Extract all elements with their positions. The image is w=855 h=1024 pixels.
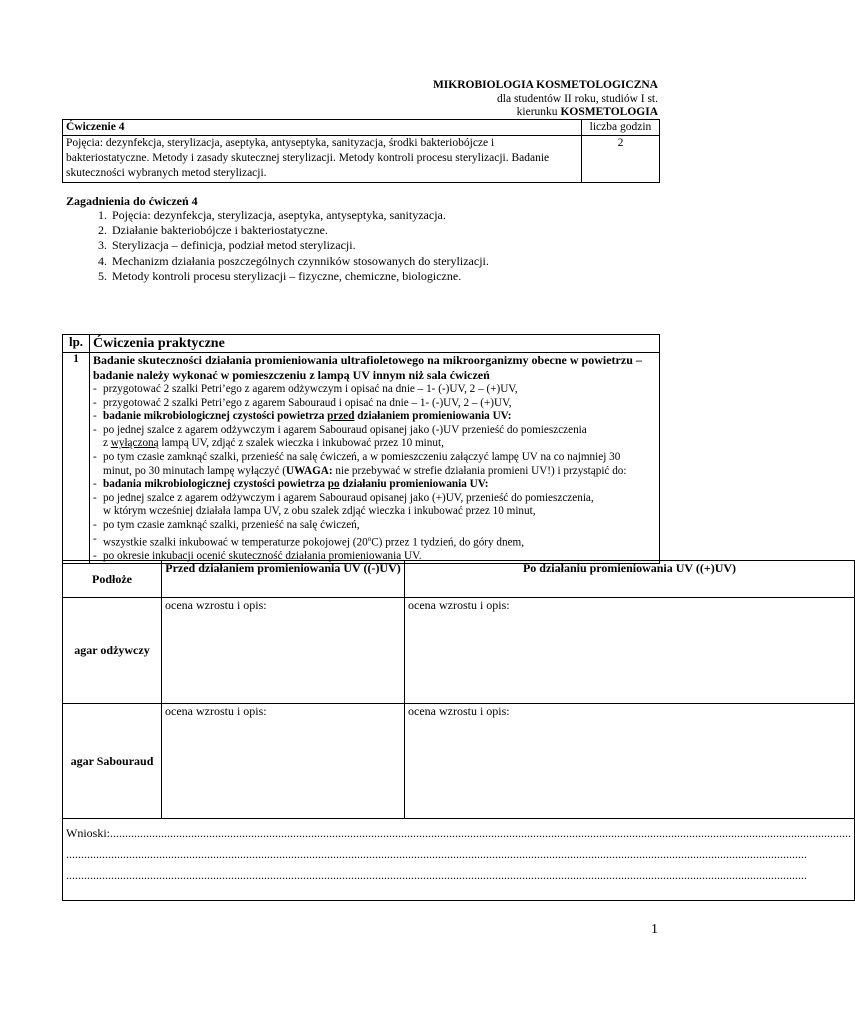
list-item: - badanie mikrobiologicznej czystości powietrza przed działaniem promieniowania UV: xyxy=(93,410,656,424)
topics-title: Zagadnienia do ćwiczeń 4 xyxy=(66,194,198,208)
task-description xyxy=(90,353,660,564)
observation-before: ocena wzrostu i opis: xyxy=(162,704,405,819)
conclusions-line: ....................................................................................................................................................................................................................................................... xyxy=(66,868,807,882)
practical-header: Ćwiczenia praktyczne xyxy=(90,335,660,353)
task-number: 1 xyxy=(63,353,90,564)
list-item: - po okresie inkubacji ocenić skuteczność działania promieniowania UV. xyxy=(93,550,656,564)
list-item: - przygotować 2 szalki Petri’ego z agarem odżywczym i opisać na dnie – 1- (-)UV, 2 – (+)UV, xyxy=(93,383,656,397)
course-audience: dla studentów II roku, studiów I st. xyxy=(497,93,658,105)
topics-list xyxy=(66,208,710,284)
col-before-header: Przed działaniem promieniowania UV ((-)UV) xyxy=(162,561,405,598)
list-item: 4. Mechanizm działania poszczególnych czynników stosowanych do sterylizacji. xyxy=(110,254,710,269)
page-number: 1 xyxy=(651,922,658,937)
exercise-title: Ćwiczenie 4 xyxy=(63,120,582,136)
col-after-header: Po działaniu promieniowania UV ((+)UV) xyxy=(405,561,855,598)
course-major: kierunku KOSMETOLOGIA xyxy=(516,106,658,118)
medium-label: agar Sabouraud xyxy=(63,704,162,819)
observation-after: ocena wzrostu i opis: xyxy=(405,598,855,704)
practical-table xyxy=(62,334,660,564)
list-item: 1. Pojęcia: dezynfekcja, sterylizacja, aseptyka, antyseptyka, sanityzacja. xyxy=(110,208,710,223)
course-title: MIKROBIOLOGIA KOSMETOLOGICZNA xyxy=(432,79,658,91)
results-table xyxy=(62,560,855,901)
hours-value: 2 xyxy=(582,136,660,183)
list-item: 5. Metody kontroli procesu sterylizacji – fizyczne, chemiczne, biologiczne. xyxy=(110,269,710,284)
task-title: Badanie skuteczności działania promieniowania ultrafioletowego na mikroorganizmy obecne w powietrzu – badanie należy wykonać w pomieszczeniu z lampą UV innym niż sala ćwiczeń xyxy=(93,353,642,382)
observation-after: ocena wzrostu i opis: xyxy=(405,704,855,819)
list-item: - wszystkie szalki inkubować w temperaturze pokojowej (20$^o$C) przez 1 tydzień, do góry dnem, xyxy=(93,533,656,550)
exercise-table xyxy=(62,119,660,183)
medium-label: agar odżywczy xyxy=(63,598,162,704)
list-item: 3. Sterylizacja – definicja, podział metod sterylizacji. xyxy=(110,238,710,253)
list-item: - po jednej szalce z agarem odżywczym i agarem Sabouraud opisanej jako (+)UV, przenieść do pomieszczenia, w którym wcześniej działała lampa UV, z obu szalek zdjąć wieczka i inkubować przez 10 minut, xyxy=(93,492,656,519)
list-item: - po tym czasie zamknąć szalki, przenieść na salę ćwiczeń, a w pomieszczeniu załączyć lampę UV na co najmniej 30 minut, po 30 minutach lampę wyłączyć (UWAGA: nie przebywać w strefie działania promieni UV!) i przystąpić do: xyxy=(93,451,656,478)
conclusions-box xyxy=(63,819,855,901)
observation-before: ocena wzrostu i opis: xyxy=(162,598,405,704)
list-item: - badania mikrobiologicznej czystości powietrza po działaniu promieniowania UV: xyxy=(93,478,656,492)
list-item: 2. Działanie bakteriobójcze i bakteriostatyczne. xyxy=(110,223,710,238)
list-item: - po jednej szalce z agarem odżywczym i agarem Sabouraud opisanej jako (-)UV przenieść do pomieszczenia z wyłączoną lampą UV, zdjąć z szalek wieczka i inkubować przez 10 minut, xyxy=(93,424,656,451)
conclusions-line: ....................................................................................................................................................................................................................................................... xyxy=(66,847,807,861)
steps-list xyxy=(93,383,656,563)
list-item: - po tym czasie zamknąć szalki, przenieść na salę ćwiczeń, xyxy=(93,519,656,533)
list-item: - przygotować 2 szalki Petri’ego z agarem Sabouraud i opisać na dnie – 1- (-)UV, 2 – (+)UV, xyxy=(93,397,656,411)
hours-label: liczba godzin xyxy=(582,120,660,136)
lp-header: lp. xyxy=(63,335,90,353)
exercise-description: Pojęcia: dezynfekcja, sterylizacja, aseptyka, antyseptyka, sanityzacja, środki bakteriobójcze i bakteriostatyczne. Metody i zasady skutecznej sterylizacji. Metody kontroli procesu sterylizacji. Badanie skuteczności wybranych metod sterylizacji. xyxy=(63,136,582,183)
conclusions-line: Wnioski:....................................................................................................................................................................................................................................................... xyxy=(66,826,851,840)
col-medium-header: Podłoże xyxy=(63,561,162,598)
